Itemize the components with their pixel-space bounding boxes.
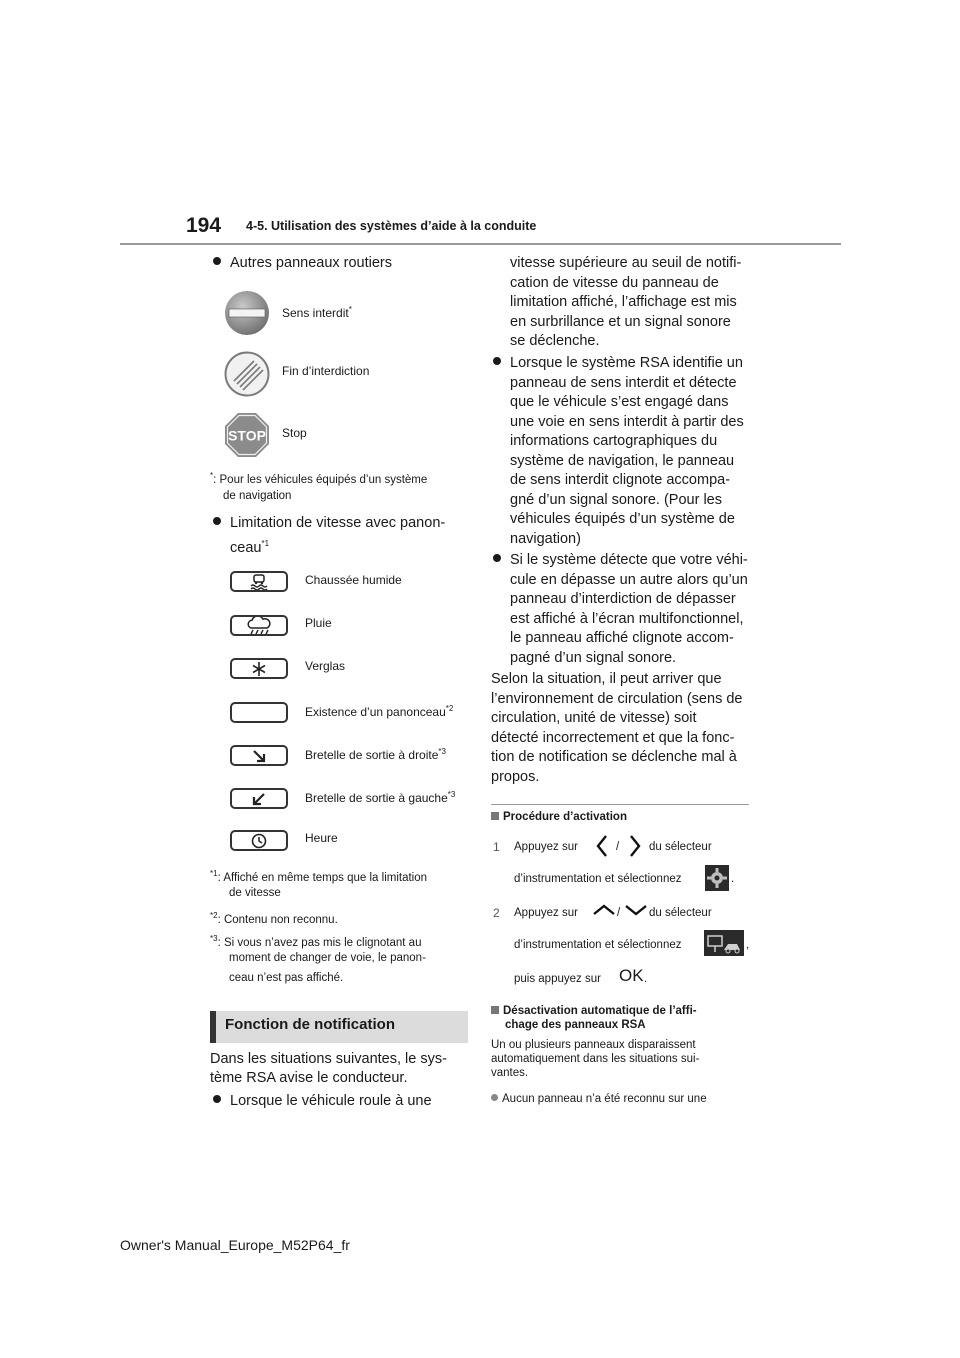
panel-label-rain: Pluie (305, 616, 332, 630)
panel-label-exit-left: Bretelle de sortie à gauche$^{*3}$ (305, 790, 456, 805)
arrow-down-right-icon (230, 745, 288, 766)
footnote-3-line2: moment de changer de voie, le panon- (229, 952, 426, 964)
auto-deactivation-heading: Désactivation automatique de l’affi- chage des panneaux RSA (491, 1004, 697, 1032)
notification-para-line2: tème RSA avise le conducteur. (210, 1070, 408, 1086)
right-para-2: Selon la situation, il peut arriver que l’environnement de circulation (sens de circulation, unité de vitesse) soit détecté incorrectement et que la fonc- tion de notification se déclenche mal à propos. (491, 671, 743, 785)
speed-limit-heading-line2: ceau$^{*1}$ (230, 539, 270, 556)
right-para-1: vitesse supérieure au seuil de notifi- cation de vitesse du panneau de limitation affiché, l’affichage est mis en surbrillance et un signal sonore se déclenche. (510, 255, 742, 349)
wet-road-icon (230, 571, 288, 592)
auto-deactivation-para: Un ou plusieurs panneaux disparaissent automatiquement dans les situations sui- vantes. (491, 1039, 700, 1079)
bullet-icon (213, 1095, 221, 1103)
step-2-text-c: d’instrumentation et sélectionnez (514, 939, 682, 951)
panel-label-exit-right: Bretelle de sortie à droite$^{*3}$ (305, 747, 446, 762)
clock-icon (230, 830, 288, 851)
step-1-end: . (731, 873, 735, 885)
step-2-end: , (746, 939, 750, 951)
speed-limit-heading: Limitation de vitesse avec panon- (213, 514, 445, 533)
chevron-down-icon (624, 903, 648, 922)
stop-sign-icon (224, 412, 270, 463)
footnote-star-line2: de navigation (223, 490, 292, 502)
bullet-icon (213, 517, 221, 525)
section-heading-notification: Fonction de notification (210, 1011, 468, 1043)
square-bullet-icon (491, 812, 499, 820)
panel-label-ice: Verglas (305, 659, 346, 673)
right-bullet-2: Lorsque le système RSA identifie un panneau de sens interdit et détecte que le véhicule s’est engagé dans une voie en sens interdit à partir des informations cartographiques du système de navigation, le panneau de sens interdit clignote accompa- gné d’un signal sonore. (Pour les véhicules équipés d’un système de navigation) (493, 354, 744, 549)
step-2-end2: . (644, 973, 648, 985)
bullet-icon (493, 357, 501, 365)
bullet-icon (493, 554, 501, 562)
panel-label-time: Heure (305, 831, 338, 845)
panel-label-wet-road: Chaussée humide (305, 573, 402, 587)
notification-bullet-1: Lorsque le véhicule roule à une (213, 1092, 432, 1111)
sign-label-no-entry: Sens interdit* (282, 305, 352, 320)
section-title: 4-5. Utilisation des systèmes d’aide à la conduite (246, 219, 537, 233)
blank-panel-icon (230, 702, 288, 723)
sign-label-end-restriction: Fin d’interdiction (282, 364, 370, 378)
chevron-up-icon (592, 903, 616, 922)
arrow-down-left-icon (230, 788, 288, 809)
rain-cloud-icon (230, 615, 288, 636)
no-entry-sign-icon (224, 290, 270, 341)
panel-label-unknown-panel: Existence d’un panonceau$^{*2}$ (305, 704, 454, 719)
chevron-left-icon (595, 834, 609, 863)
gear-icon (705, 865, 729, 891)
page-number: 194 (186, 214, 222, 237)
footnote-3: $^{*3}$: Si vous n’avez pas mis le clignotant au (210, 934, 422, 949)
step-2-text-a: Appuyez sur (514, 907, 578, 919)
step-1-text-b: du sélecteur (649, 841, 712, 853)
step-1-text-c: d’instrumentation et sélectionnez (514, 873, 682, 885)
snowflake-icon (230, 658, 288, 679)
footnote-3-line3: ceau n’est pas affiché. (229, 972, 344, 984)
step-1-text-a: Appuyez sur (514, 841, 578, 853)
footnote-2: $^{*2}$: Contenu non reconnu. (210, 911, 338, 926)
right-bullet-3: Si le système détecte que votre véhi- cule en dépasse un autre alors qu’un panneau d’interdiction de dépasser est affiché à l’écran multifonctionnel, le panneau affiché clignote accom- pagné d’un signal sonore. (493, 551, 748, 668)
header-divider (120, 243, 841, 245)
footer-manual-id: Owner's Manual_Europe_M52P64_fr (120, 1237, 350, 1253)
bullet-icon (213, 257, 221, 265)
ok-button-glyph: OK (619, 966, 644, 985)
activation-heading: Procédure d’activation (491, 810, 627, 824)
other-signs-heading: Autres panneaux routiers (213, 254, 392, 273)
footnote-star: *: Pour les véhicules équipés d’un système (210, 471, 428, 486)
step-2-slash: / (617, 907, 621, 919)
step-1-number: 1 (493, 840, 500, 854)
chevron-right-icon (628, 834, 642, 863)
subsection-divider (491, 804, 749, 805)
rsa-sign-settings-icon (704, 930, 744, 956)
step-1-slash: / (616, 841, 620, 853)
footnote-1-line2: de vitesse (229, 887, 281, 899)
stop-sign-text: STOP (228, 427, 266, 444)
sign-label-stop: Stop (282, 426, 307, 440)
square-bullet-icon (491, 1006, 499, 1014)
auto-deactivation-bullet-1: Aucun panneau n’a été reconnu sur une (491, 1093, 707, 1105)
notification-para-line1: Dans les situations suivantes, le sys- (210, 1051, 447, 1067)
end-of-restriction-sign-icon (224, 351, 270, 402)
footnote-1: $^{*1}$: Affiché en même temps que la limitation (210, 869, 428, 884)
step-2-number: 2 (493, 906, 500, 920)
step-2-text-d: puis appuyez sur (514, 973, 601, 985)
step-2-text-b: du sélecteur (649, 907, 712, 919)
bullet-icon (491, 1094, 498, 1101)
